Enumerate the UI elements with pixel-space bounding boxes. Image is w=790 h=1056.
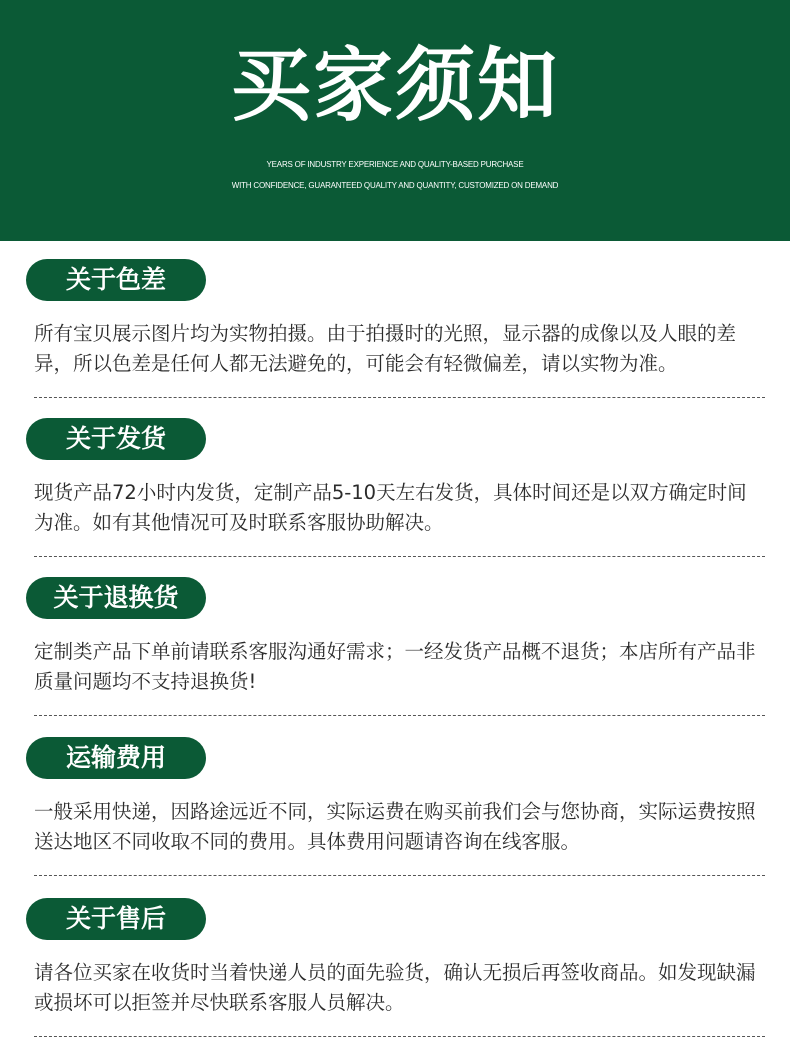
section-heading-pill: 关于售后 xyxy=(26,898,206,940)
header-banner xyxy=(0,0,790,241)
dashed-divider xyxy=(34,715,765,716)
section-heading-pill: 运输费用 xyxy=(26,737,206,779)
section-body-text: 现货产品72小时内发货，定制产品5-10天左右发货，具体时间还是以双方确定时间为准。如有其他情况可及时联系客服协助解决。 xyxy=(34,481,747,534)
header-subtitle-line2: WITH CONFIDENCE, GUARANTEED QUALITY AND QUANTITY, CUSTOMIZED ON DEMAND xyxy=(231,181,559,190)
section-body-text: 定制类产品下单前请联系客服沟通好需求；一经发货产品概不退货；本店所有产品非质量问题均不支持退换货! xyxy=(34,640,756,693)
section-body-text: 一般采用快递，因路途远近不同，实际运费在购买前我们会与您协商，实际运费按照送达地区不同收取不同的费用。具体费用问题请咨询在线客服。 xyxy=(34,800,756,853)
section-heading-pill: 关于发货 xyxy=(26,418,206,460)
section-heading-pill: 关于色差 xyxy=(26,259,206,301)
dashed-divider xyxy=(34,1036,765,1037)
section-body-text: 所有宝贝展示图片均为实物拍摄。由于拍摄时的光照，显示器的成像以及人眼的差异，所以色差是任何人都无法避免的，可能会有轻微偏差，请以实物为准。 xyxy=(34,322,737,375)
page-title: 买家须知 xyxy=(231,39,559,132)
section-body-text: 请各位买家在收货时当着快递人员的面先验货，确认无损后再签收商品。如发现缺漏或损坏可以拒签并尽快联系客服人员解决。 xyxy=(34,961,756,1014)
header-subtitle-line1: YEARS OF INDUSTRY EXPERIENCE AND QUALITY-BASED PURCHASE xyxy=(266,160,524,169)
dashed-divider xyxy=(34,875,765,876)
dashed-divider xyxy=(34,556,765,557)
dashed-divider xyxy=(34,397,765,398)
section-heading-pill: 关于退换货 xyxy=(26,577,206,619)
